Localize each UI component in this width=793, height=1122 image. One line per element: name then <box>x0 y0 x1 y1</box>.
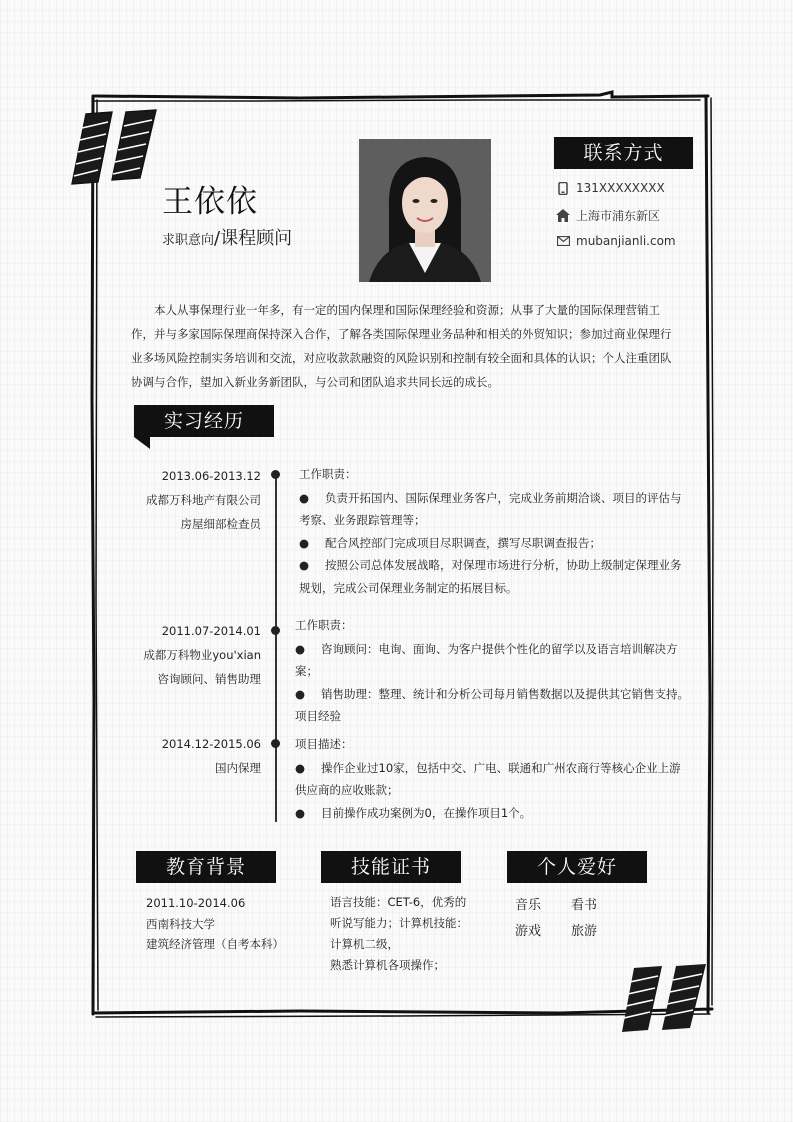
experience-heading: 工作职责： <box>299 467 357 481</box>
experience-company: 成都万科地产有限公司 <box>146 493 261 507</box>
contact-email <box>556 234 676 248</box>
phone-number: 131XXXXXXXX <box>576 181 665 195</box>
experience-item: ● 操作企业过10家，包括中交、广电、联通和广州农商行等核心企业上游供应商的应收账款； <box>295 760 681 797</box>
hobby-item: 游戏 <box>515 924 542 939</box>
experience-item-text: 目前操作成功案例为0，在操作项目1个。 <box>321 805 532 820</box>
experience-position: 房屋细部检查员 <box>180 517 261 531</box>
contact-address <box>556 207 660 224</box>
job-intent-label: 求职意向 <box>162 233 215 248</box>
experience-meta <box>162 732 261 780</box>
contact-phone <box>556 181 665 195</box>
candidate-name: 王依依 <box>162 184 258 220</box>
experience-date: 2013.06-2013.12 <box>161 469 261 483</box>
experience-detail <box>295 733 690 824</box>
job-intent <box>162 224 292 250</box>
experience-meta <box>146 464 261 536</box>
experience-item: ● 目前操作成功案例为0，在操作项目1个。 <box>295 805 532 820</box>
experience-date: 2011.07-2014.01 <box>161 624 261 638</box>
experience-item-text: 按照公司总体发展战略，对保理市场进行分析，协助上级制定保理业务规划，完成公司保理业务制定的拓展目标。 <box>299 558 682 595</box>
skill-line: 熟悉计算机各项操作； <box>330 958 445 972</box>
education-section-title: 教育背景 <box>136 851 276 883</box>
experience-detail <box>295 614 690 728</box>
education-details <box>146 893 284 955</box>
experience-item-text: 销售助理：整理、统计和分析公司每月销售数据以及提供其它销售支持。项目经验 <box>295 686 689 723</box>
profile-photo <box>359 139 491 282</box>
experience-company: 国内保理 <box>215 761 261 775</box>
skill-line: 听说写能力；计算机技能： <box>330 916 468 930</box>
quote-mark-icon <box>618 962 710 1034</box>
phone-icon <box>556 182 570 195</box>
education-period: 2011.10-2014.06 <box>146 896 246 910</box>
hobby-item: 音乐 <box>515 898 542 913</box>
email-text: mubanjianli.com <box>576 234 676 248</box>
self-summary: 本人从事保理行业一年多，有一定的国内保理和国际保理经验和资源；从事了大量的国际保理营销工作，并与多家国际保理商保持深入合作，了解各类国际保理业务品种和相关的外贸知识；参加过商业保理行业多场风险控制实务培训和交流，对应收款款融资的风险识别和控制有较全面和具体的认识；个人注重团队协调与合作，望加入新业务新团队，与公司和团队追求共同长远的成长。 <box>131 303 672 389</box>
experience-item: ● 咨询顾问：电询、面询、为客户提供个性化的留学以及语言培训解决方案； <box>295 641 678 678</box>
education-major: 建筑经济管理（自考本科） <box>146 937 284 951</box>
experience-meta <box>143 619 261 691</box>
experience-date: 2014.12-2015.06 <box>161 737 261 751</box>
experience-item: ● 销售助理：整理、统计和分析公司每月销售数据以及提供其它销售支持。项目经验 <box>295 686 689 723</box>
experience-item: ● 负责开拓国内、国际保理业务客户，完成业务前期洽谈、项目的评估与考察、业务跟踪管理等； <box>299 490 682 527</box>
timeline-dot <box>271 626 280 635</box>
contact-section-title: 联系方式 <box>554 137 693 169</box>
hobby-item: 看书 <box>571 898 598 913</box>
home-icon <box>556 209 570 222</box>
experience-item: ● 按照公司总体发展战略，对保理市场进行分析，协助上级制定保理业务规划，完成公司保理业务制定的拓展目标。 <box>299 558 682 595</box>
skills-section-title: 技能证书 <box>321 851 461 883</box>
education-school: 西南科技大学 <box>146 916 215 931</box>
experience-item-text: 操作企业过10家，包括中交、广电、联通和广州农商行等核心企业上游供应商的应收账款； <box>295 760 681 797</box>
experience-item-text: 配合风控部门完成项目尽职调查，撰写尽职调查报告； <box>325 535 601 550</box>
skills-details <box>330 892 480 976</box>
timeline-dot <box>271 470 280 479</box>
quote-mark-icon <box>68 108 160 186</box>
mail-icon <box>556 236 570 246</box>
address-text: 上海市浦东新区 <box>576 209 661 223</box>
hobbies-list <box>515 893 627 945</box>
skill-line: 计算机二级， <box>330 937 399 951</box>
experience-section-title: 实习经历 <box>134 405 274 437</box>
ribbon-fold-icon <box>134 437 150 449</box>
experience-position: 咨询顾问、销售助理 <box>157 672 261 686</box>
experience-heading: 项目描述： <box>295 737 353 751</box>
experience-company: 成都万科物业you'xian <box>143 648 261 662</box>
experience-detail <box>299 463 691 599</box>
experience-heading: 工作职责： <box>295 618 353 632</box>
timeline-dot <box>271 739 280 748</box>
job-intent-role: /课程顾问 <box>214 228 293 249</box>
experience-item-text: 咨询顾问：电询、面询、为客户提供个性化的留学以及语言培训解决方案； <box>295 641 678 678</box>
hobby-item: 旅游 <box>571 924 598 939</box>
timeline-line <box>275 474 277 822</box>
skill-line: 语言技能：CET-6，优秀的 <box>330 895 467 909</box>
hobbies-section-title: 个人爱好 <box>507 851 647 883</box>
experience-item-text: 负责开拓国内、国际保理业务客户，完成业务前期洽谈、项目的评估与考察、业务跟踪管理等； <box>299 490 682 527</box>
experience-item: ● 配合风控部门完成项目尽职调查，撰写尽职调查报告； <box>299 535 601 550</box>
